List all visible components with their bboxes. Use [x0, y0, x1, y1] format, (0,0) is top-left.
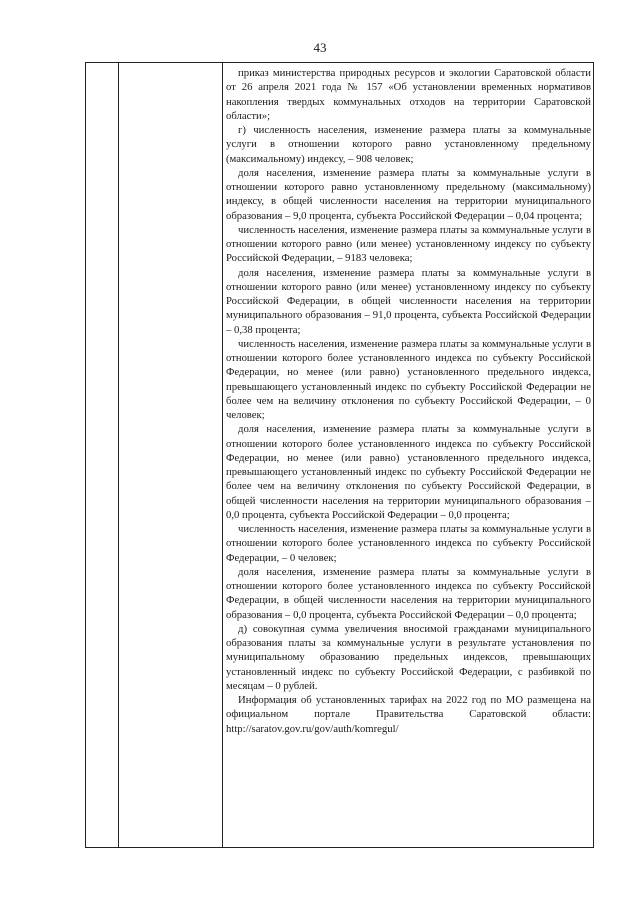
content-text-block [223, 63, 593, 736]
paragraph-population-above-within-deviation: численность населения, изменение размера платы за коммунальные услуги в отношении которого более установленного индекса по субъекту Российской Федерации, но менее (или равно) установленного предельного индекса, превышающего установленный индекс по субъекту Российской Федерации не более чем на величину отклонения по субъекту Российской Федерации, – 0 человек; [226, 337, 591, 421]
paragraph-order-reference: приказ министерства природных ресурсов и экологии Саратовской области от 26 апреля 2021 года № 157 «Об установлении временных нормативов накопления твердых коммунальных отходов на территории Саратовской области»; [226, 67, 591, 122]
table-cell-empty-1 [86, 63, 119, 848]
paragraph-total-increase-sum: д) совокупная сумма увеличения вносимой гражданами муниципального образования платы за коммунальные услуги в результате установления по муниципальному образованию предельных индексов, превышающих установленный индекс по субъекту Российской Федерации, с разбивкой по месяцам – 0 рублей. [226, 622, 591, 692]
paragraph-share-above-index: доля населения, изменение размера платы за коммунальные услуги в отношении которого более установленного индекса по субъекту Российской Федерации, в общей численности населения на территории муниципального образования – 0,0 процента, субъекта Российской Федерации – 0,0 процента; [226, 565, 591, 621]
paragraph-population-equal-max: г) численность населения, изменение размера платы за коммунальные услуги в отношении которого равно установленному предельному (максимальному) индексу, – 908 человек; [226, 124, 591, 165]
paragraph-share-equal-or-less: доля населения, изменение размера платы за коммунальные услуги в отношении которого равно (или менее) установленному индексу по субъекту Российской Федерации, в общей численности населения на территории муниципального образования – 91,0 процента, субъекта Российской Федерации – 0,38 процента; [226, 266, 591, 336]
table-row [86, 63, 594, 848]
paragraph-share-above-within-deviation: доля населения, изменение размера платы за коммунальные услуги в отношении которого более установленного индекса по субъекту Российской Федерации, но менее (или равно) установленного предельного индекса, превышающего установленный индекс по субъекту Российской Федерации не более чем на величину отклонения по субъекту Российской Федерации, в общей численности населения на территории муниципального образования – 0,0 процента, субъекта Российской Федерации – 0,0 процента; [226, 423, 591, 521]
paragraph-population-equal-or-less: численность населения, изменение размера платы за коммунальные услуги в отношении которого равно (или менее) установленному индексу по субъекту Российской Федерации, – 9183 человека; [226, 223, 591, 265]
table-cell-content [223, 63, 594, 848]
paragraph-tariff-info: Информация об установленных тарифах на 2022 год по МО размещена на официальном портале Правительства Саратовской области: http://saratov.gov.ru/gov/auth/komregul/ [226, 694, 591, 735]
document-table [85, 62, 594, 848]
page-number: 43 [313, 40, 327, 55]
paragraph-share-equal-max: доля населения, изменение размера платы за коммунальные услуги в отношении которого равно установленному предельному (максимальному) индексу, в общей численности населения на территории муниципального образования – 9,0 процента, субъекта Российской Федерации – 0,04 процента; [226, 166, 591, 222]
table-cell-empty-2 [119, 63, 223, 848]
paragraph-population-above-index: численность населения, изменение размера платы за коммунальные услуги в отношении которого более установленного индекса по субъекту Российской Федерации, – 0 человек; [226, 523, 591, 564]
